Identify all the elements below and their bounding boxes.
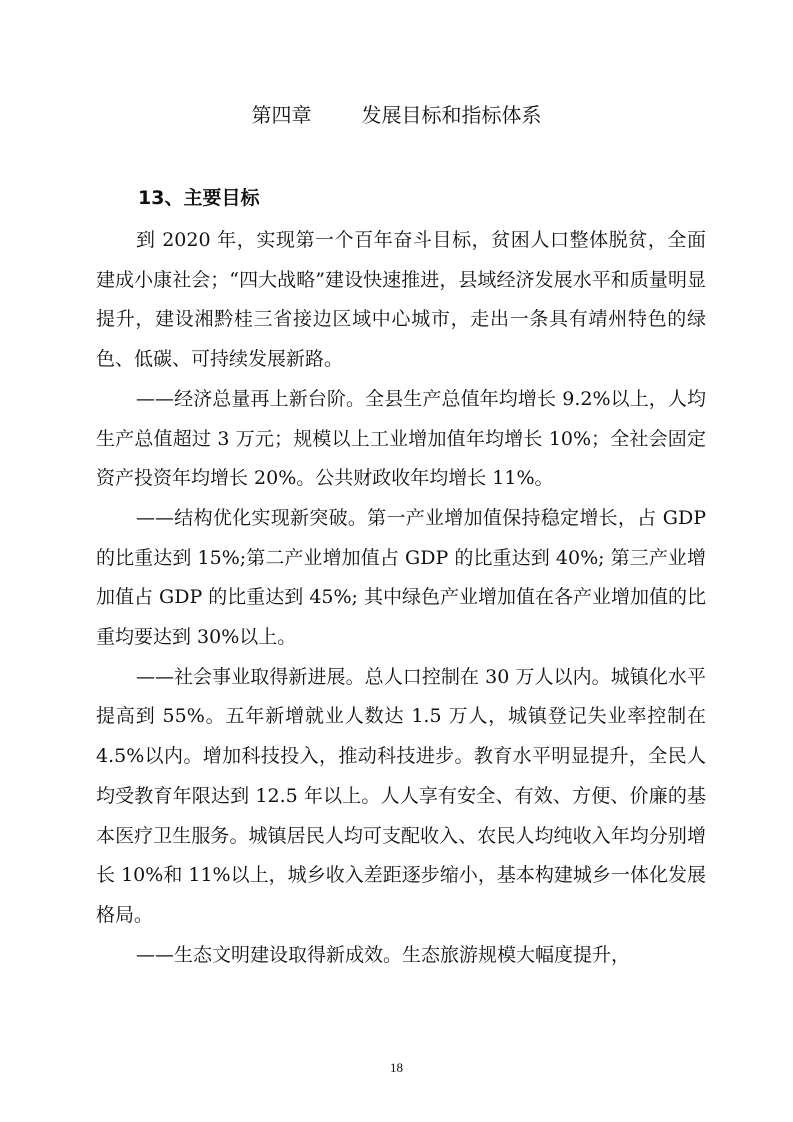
paragraph-ecology: ——生态文明建设取得新成效。生态旅游规模大幅度提升， [136, 943, 631, 966]
chapter-number: 第四章 [251, 103, 312, 127]
paragraph-social: ——社会事业取得新进展。总人口控制在 30 万人以内。城镇化水平提高到 55%。五年新增就业人数达 1.5 万人，城镇登记失业率控制在 4.5%以内。增加科技投入，推动科技进步。教育水平明显提升，全民人均受教育年限达到 12.5 年以上。人人享有安全、有效、方便、价廉的基本医疗卫生服务。城镇居民人均可支配收入、农民人均纯收入年均分别增长 10%和 11%以上，城乡收入差距逐步缩小，基本构建城乡一体化发展格局。 [96, 665, 706, 926]
paragraph-structure: ——结构优化实现新突破。第一产业增加值保持稳定增长，占 GDP 的比重达到 15%;第二产业增加值占 GDP 的比重达到 40%; 第三产业增加值占 GDP 的比重达到 45%; 其中绿色产业增加值在各产业增加值的比重均要达到 30%以上。 [96, 506, 706, 649]
body-text [96, 221, 706, 975]
chapter-title [0, 100, 793, 130]
paragraph-overview: 到 2020 年，实现第一个百年奋斗目标，贫困人口整体脱贫，全面建成小康社会；“四大战略”建设快速推进，县域经济发展水平和质量明显提升，建设湘黔桂三省接边区域中心城市，走出一条具有靖州特色的绿色、低碳、可持续发展新路。 [96, 229, 706, 371]
chapter-title-text: 发展目标和指标体系 [361, 103, 542, 127]
page-number: 18 [390, 1060, 403, 1075]
section-heading: 13、主要目标 [138, 187, 260, 209]
paragraph-economy: ——经济总量再上新台阶。全县生产总值年均增长 9.2%以上，人均生产总值超过 3 万元；规模以上工业增加值年均增长 10%；全社会固定资产投资年均增长 20%。公共财政收年均增长 11%。 [96, 387, 706, 490]
